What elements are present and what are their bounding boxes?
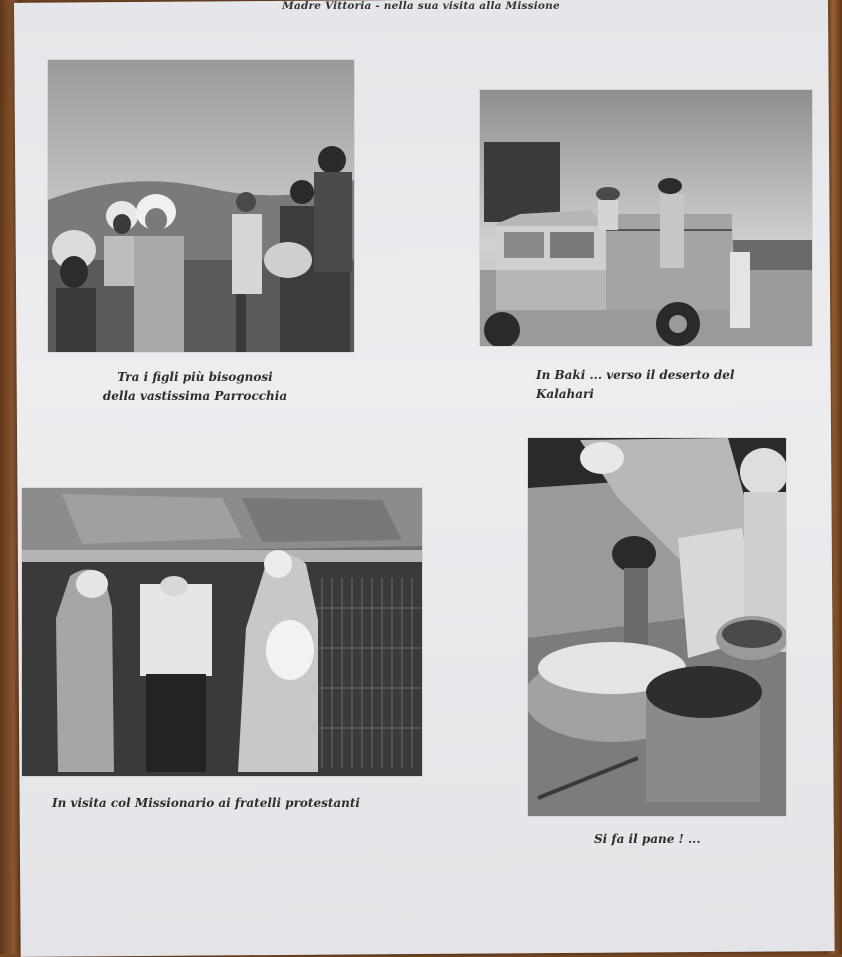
page-header bbox=[0, 0, 842, 12]
photo-hut-visit bbox=[22, 488, 422, 776]
photo-bread-making bbox=[528, 438, 786, 816]
caption-children-line2: della vastissima Parrocchia bbox=[102, 389, 288, 403]
caption-landrover-text: In Baki ... verso il deserto del Kalahari bbox=[536, 368, 735, 401]
caption-hut-visit bbox=[52, 794, 392, 813]
caption-bread bbox=[594, 830, 734, 849]
photo-children-nuns bbox=[48, 60, 354, 352]
caption-hut-visit-text: In visita col Missionario ai fratelli protestanti bbox=[52, 796, 360, 810]
caption-children-line1: Tra i figli più bisognosi bbox=[117, 370, 273, 384]
caption-bread-text: Si fa il pane ! ... bbox=[594, 832, 701, 846]
photo-landrover bbox=[480, 90, 812, 346]
header-title: Madre Vittoria - nella sua visita alla Missione bbox=[282, 0, 560, 12]
caption-landrover bbox=[536, 366, 796, 404]
caption-children bbox=[100, 368, 290, 406]
